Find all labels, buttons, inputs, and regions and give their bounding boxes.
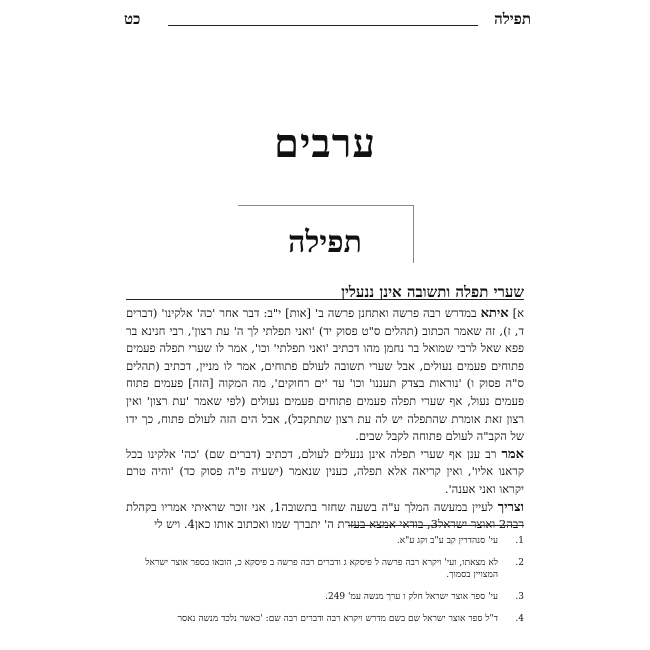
footnote xyxy=(126,557,524,581)
paragraph: א] איתא במדרש רבה פרשה ואתחנן פרשה ב' [אות] י"ב: דבר אחר 'כה' אלקינו' (דברים ד, ז), זה שאמר הכתוב (תהלים ס"ט פסוק יד) 'ואני תפלתי לך ה' עת רצון', רבי חנינא בר פפא שאל לרבי שמואל בר נחמן מהו דכתיב 'ואני תפלתי' וכו', אמר לו שערי תפלה פעמים פתוחים פעמים נעולים, אבל שערי תשובה לעולם פתוחים, אמר לו מניין, דכתיב (תהלים ס"ה פסוק ו) 'נוראות בצדק תעננו' וכו' עד 'ים רחוקים', מה המקוה [הזה] פעמים פתוח פעמים נעול, אף שערי תפלה פעמים פתוחים פעמים נעולים (לפי שאמר 'עת רצון' ואין רצון זאת אומרת שהתפלה יש לה עת רצון שתתקבל), אבל הים הזה לעולם פתוח, כך ידו של הקב"ה לעולם פתוחה לקבל שבים. xyxy=(126,306,525,444)
footnotes xyxy=(126,535,524,635)
paragraph-lead-word: וצריך xyxy=(497,499,525,515)
footnote-text: עי' ספר אוצר ישראל חלק ו ערך מנשה עמ' 249. xyxy=(325,592,498,602)
footnote xyxy=(126,591,524,603)
running-title: תפילה xyxy=(494,10,531,28)
footnote-number: 4. xyxy=(515,614,524,624)
section-subtitle: תפילה xyxy=(288,225,362,260)
body-text xyxy=(126,305,524,534)
frame-top-line xyxy=(238,205,414,206)
footnote xyxy=(126,535,524,547)
chapter-title: ערבים xyxy=(273,120,376,167)
footnote-text: לא מצאתו, ועי' ויקרא רבה פרשה ל פיסקא ג ודברים רבה פרשה ב פיסקא כ, הובאו בספר אוצר ישראל המצויין בסמוך. xyxy=(145,558,498,580)
footnote-number: 1. xyxy=(515,536,524,546)
paragraph-lead-word: איתא xyxy=(480,306,509,321)
footnote-number: 3. xyxy=(515,592,524,602)
footnote-text: ד"ל ספר אוצר ישראל שם בשם מדרש ויקרא רבה ודברים רבה שם: 'כאשר נלכד מנשה נאסר xyxy=(177,614,498,624)
header-rule xyxy=(168,25,478,26)
paragraph: אמר רב ענן אף שערי תפלה אינן ננעלים לעולם, דכתיב (דברים שם) 'כה' אלקינו בכל קראנו אליו', ואין קריאה אלא תפלה, כענין שנאמר (ישעיה פ"ה פסוק כד) 'והיה טרם יקראו ואני אענה'. xyxy=(126,446,524,496)
page-number: כט xyxy=(124,10,141,28)
footnote xyxy=(126,613,524,625)
footnote-text: עי' סנהדרין קב ע"ב וקג ע"א. xyxy=(396,536,498,546)
footnote-number: 2. xyxy=(515,558,524,568)
paragraph-lead-word: אמר xyxy=(501,446,524,462)
section-rule xyxy=(126,299,524,300)
paragraph: וצריך לעיין במעשה המלך ע"ה בשעה שחזר בתשובה1, אני זוכר שראיתי אמריו בקהלת רבה2 ואוצר ישראל3, בודאי אמצא בעזרת ה' יתברך שמו ואכתוב אותו כאן4. ויש לי xyxy=(126,499,525,532)
footnote-rule xyxy=(348,525,524,526)
section-heading: שערי תפלה ותשובה אינן ננעלין xyxy=(341,283,524,301)
